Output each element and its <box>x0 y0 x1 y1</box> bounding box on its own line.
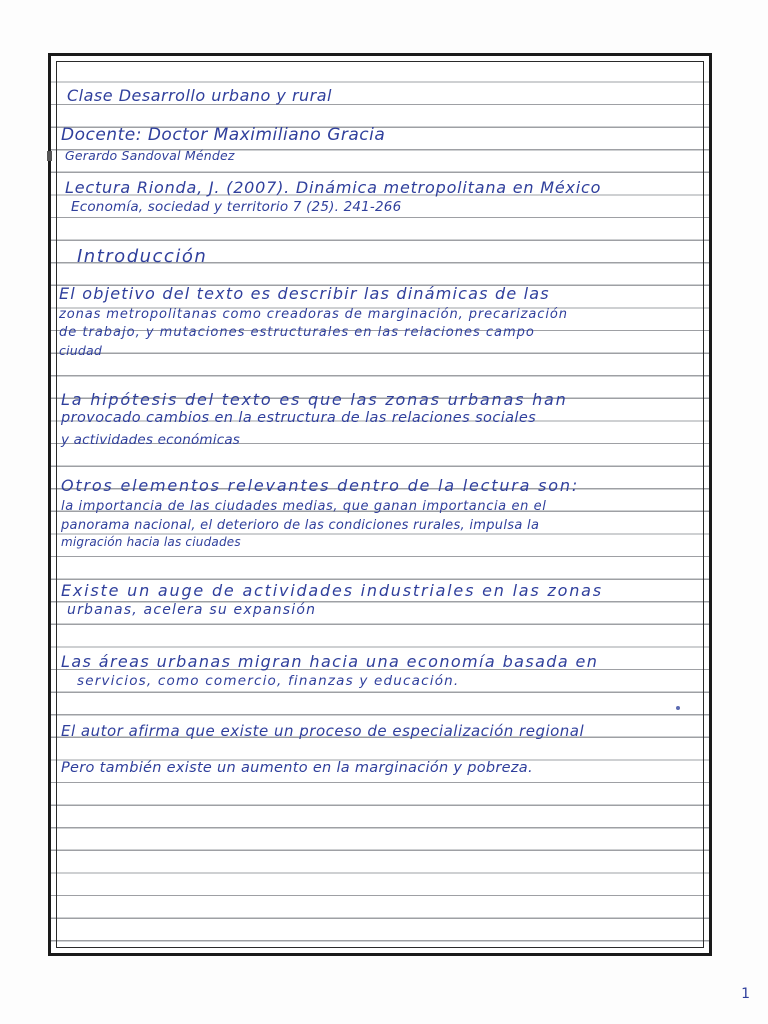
paragraph-5-line-1: Las áreas urbanas migran hacia una economía basada en <box>61 652 599 671</box>
section-title: Introducción <box>77 246 208 267</box>
paragraph-2-line-2: provocado cambios en la estructura de las relaciones sociales <box>61 410 537 426</box>
page-number: 1 <box>741 986 750 1002</box>
page-edge-mark <box>47 151 52 161</box>
paragraph-4-line-2: urbanas, acelera su expansión <box>67 602 317 618</box>
paragraph-4-line-1: Existe un auge de actividades industriales en las zonas <box>61 581 603 600</box>
paragraph-1-line-3: de trabajo, y mutaciones estructurales en las relaciones campo <box>59 325 535 340</box>
paragraph-2-line-1: La hipótesis del texto es que las zonas urbanas han <box>61 390 568 409</box>
paragraph-3-line-3: panorama nacional, el deterioro de las condiciones rurales, impulsa la <box>61 518 540 533</box>
paragraph-3-line-4: migración hacia las ciudades <box>61 535 241 549</box>
paragraph-5-line-2: servicios, como comercio, finanzas y educación. <box>77 673 460 689</box>
notebook-page <box>48 53 712 956</box>
reading-reference: Lectura Rionda, J. (2007). Dinámica metropolitana en México <box>65 178 602 197</box>
paragraph-3-line-2: la importancia de las ciudades medias, que ganan importancia en el <box>61 499 547 514</box>
student-name: Gerardo Sandoval Méndez <box>65 148 235 163</box>
reading-source: Economía, sociedad y territorio 7 (25). 241-266 <box>71 199 402 215</box>
paragraph-1-line-4: ciudad <box>59 343 102 358</box>
paragraph-6-line-1: El autor afirma que existe un proceso de especialización regional <box>61 722 585 740</box>
paragraph-3-line-1: Otros elementos relevantes dentro de la lectura son: <box>61 476 580 495</box>
paragraph-6-line-2: Pero también existe un aumento en la marginación y pobreza. <box>61 760 533 776</box>
paragraph-1-line-1: El objetivo del texto es describir las dinámicas de las <box>59 284 550 303</box>
paragraph-1-line-2: zonas metropolitanas como creadoras de marginación, precarización <box>59 307 568 322</box>
class-title: Clase Desarrollo urbano y rural <box>67 86 332 105</box>
teacher-line: Docente: Doctor Maximiliano Gracia <box>61 125 386 145</box>
paragraph-2-line-3: y actividades económicas <box>61 432 241 448</box>
ink-dot <box>676 706 680 710</box>
